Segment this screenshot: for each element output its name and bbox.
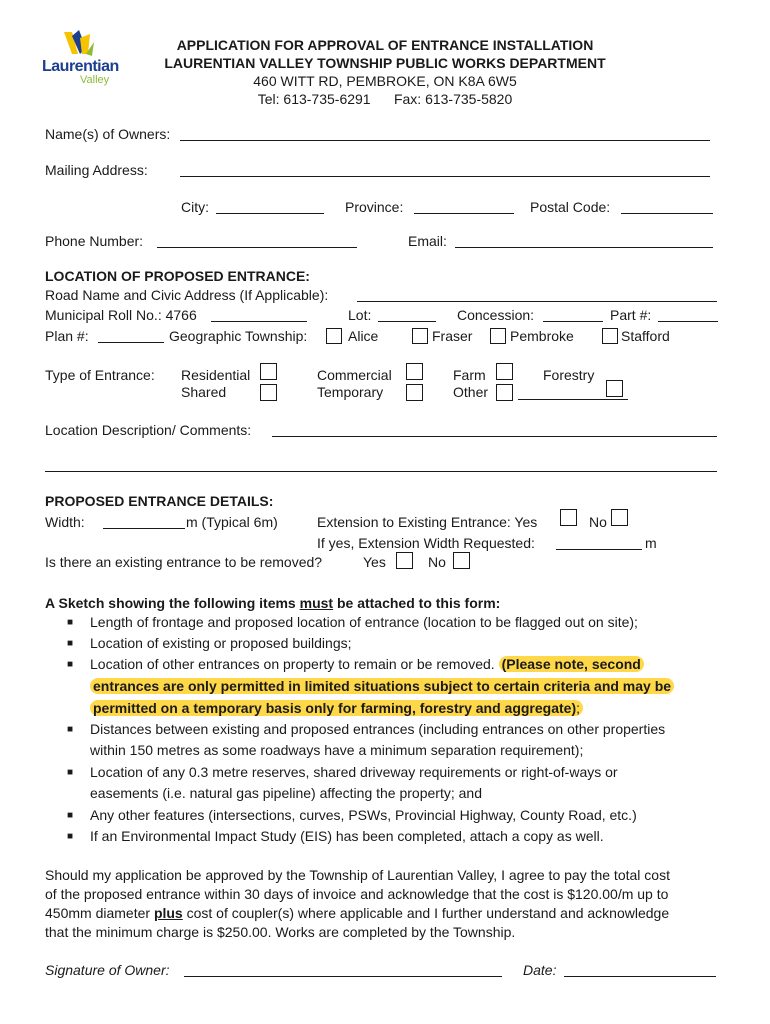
plan-field[interactable]	[98, 342, 164, 343]
lot-label: Lot:	[348, 307, 372, 323]
agreement-line1: Should my application be approved by the Township of Laurentian Valley, I agree to pay the total cost	[45, 867, 670, 883]
logo-subname: Valley	[80, 74, 110, 86]
type-farm-checkbox[interactable]	[496, 363, 513, 380]
signature-field[interactable]	[184, 976, 502, 977]
signature-label-text: Signature of Owner:	[45, 962, 170, 978]
township-label: Geographic Township:	[169, 328, 308, 344]
phone-field[interactable]	[157, 247, 357, 248]
extension-width-unit: m	[645, 535, 657, 551]
type-forestry-label: Forestry	[543, 367, 595, 383]
type-forestry-checkbox[interactable]	[606, 380, 623, 397]
width-field[interactable]	[103, 528, 185, 529]
mailing-address-field[interactable]	[180, 176, 710, 177]
agreement-line4: that the minimum charge is $250.00. Works are completed by the Township.	[45, 924, 516, 940]
province-field[interactable]	[414, 213, 514, 214]
extension-no-label: No	[589, 514, 607, 530]
bullet-icon: ■	[67, 659, 74, 670]
sketch-heading-pre: A Sketch showing the following items	[45, 595, 300, 611]
extension-width-field[interactable]	[556, 549, 642, 550]
remove-no-checkbox[interactable]	[453, 552, 470, 569]
roll-number-label: Municipal Roll No.: 4766	[45, 307, 197, 323]
agreement-line2: of the proposed entrance within 30 days of invoice and acknowledge that the cost is $120.00/m up to	[45, 886, 669, 902]
bullet-icon: ■	[67, 638, 74, 649]
type-other-field[interactable]	[518, 399, 628, 400]
second-entrance-note-end: ;	[576, 700, 580, 716]
extension-yes-checkbox[interactable]	[560, 509, 577, 526]
sketch-item-cont: easements (i.e. natural gas pipeline) affecting the property; and	[90, 785, 482, 801]
township-alice-label: Alice	[348, 328, 379, 344]
township-stafford-checkbox[interactable]	[602, 328, 618, 344]
details-heading: PROPOSED ENTRANCE DETAILS:	[45, 493, 274, 509]
sketch-item: Location of existing or proposed buildings;	[90, 635, 352, 651]
owners-label: Name(s) of Owners:	[45, 126, 171, 142]
type-residential-label: Residential	[181, 367, 251, 383]
remove-entrance-label: Is there an existing entrance to be removed?	[45, 554, 323, 570]
extension-label: Extension to Existing Entrance: Yes	[317, 514, 538, 530]
sketch-item: Location of any 0.3 metre reserves, shared driveway requirements or right-of-ways or	[90, 764, 618, 780]
email-field[interactable]	[455, 247, 713, 248]
date-label	[523, 962, 556, 979]
width-label: Width:	[45, 514, 85, 530]
description-label: Location Description/ Comments:	[45, 422, 252, 438]
township-pembroke-checkbox[interactable]	[490, 328, 506, 344]
date-label-text: Date:	[523, 962, 557, 978]
location-heading: LOCATION OF PROPOSED ENTRANCE:	[45, 268, 310, 284]
plan-label: Plan #:	[45, 328, 89, 344]
sketch-item-cont: within 150 metres as some roadways have a minimum separation requirement);	[90, 742, 584, 758]
lot-field[interactable]	[378, 321, 436, 322]
concession-field[interactable]	[543, 321, 603, 322]
department-title: LAURENTIAN VALLEY TOWNSHIP PUBLIC WORKS DEPARTMENT	[164, 55, 606, 71]
email-label: Email:	[408, 233, 447, 249]
fax: Fax: 613-735-5820	[393, 91, 513, 107]
type-residential-checkbox[interactable]	[260, 363, 277, 380]
second-entrance-note-line3-wrap	[90, 698, 583, 719]
sketch-item: If an Environmental Impact Study (EIS) has been completed, attach a copy as well.	[90, 828, 604, 844]
description-field-line2[interactable]	[45, 471, 717, 472]
phone-label: Phone Number:	[45, 233, 144, 249]
type-other-checkbox[interactable]	[496, 384, 513, 401]
sketch-heading-post: be attached to this form:	[333, 595, 501, 611]
signature-label	[45, 962, 170, 979]
second-entrance-note-text: permitted on a temporary basis only for farming, forestry and aggregate)	[93, 700, 577, 716]
owners-field[interactable]	[180, 140, 710, 141]
part-field[interactable]	[658, 321, 718, 322]
bullet-icon: ■	[67, 767, 74, 778]
department-address: 460 WITT RD, PEMBROKE, ON K8A 6W5	[253, 73, 517, 89]
sketch-heading-must: must	[299, 595, 334, 611]
agreement-line3-post: cost of coupler(s) where applicable and I further understand and acknowledge	[182, 905, 670, 921]
type-temporary-checkbox[interactable]	[406, 384, 423, 401]
type-farm-label: Farm	[453, 367, 486, 383]
telephone: Tel: 613-735-6291	[257, 91, 371, 107]
type-other-label: Other	[453, 384, 489, 400]
township-fraser-checkbox[interactable]	[412, 328, 428, 344]
township-logo	[42, 28, 126, 86]
second-entrance-note-line2-wrap	[90, 676, 674, 697]
road-address-field[interactable]	[357, 301, 717, 302]
type-commercial-label: Commercial	[317, 367, 392, 383]
type-temporary-label: Temporary	[317, 384, 384, 400]
mailing-address-label: Mailing Address:	[45, 162, 148, 178]
road-address-label: Road Name and Civic Address (If Applicable):	[45, 287, 329, 303]
agreement-line3-pre: 450mm diameter	[45, 905, 154, 921]
second-entrance-note-line3	[90, 700, 583, 716]
township-fraser-label: Fraser	[432, 328, 473, 344]
township-stafford-label: Stafford	[621, 328, 670, 344]
bullet-icon: ■	[67, 617, 74, 628]
sketch-heading	[45, 595, 500, 612]
township-alice-checkbox[interactable]	[326, 328, 342, 344]
entrance-type-label: Type of Entrance:	[45, 367, 155, 383]
sketch-item: Length of frontage and proposed location of entrance (location to be flagged out on site);	[90, 614, 638, 630]
sketch-item-with-note	[90, 654, 644, 675]
city-label: City:	[181, 199, 209, 215]
second-entrance-note-line1: (Please note, second	[499, 656, 644, 672]
extension-width-label: If yes, Extension Width Requested:	[317, 535, 535, 551]
date-field[interactable]	[564, 976, 716, 977]
bullet-icon: ■	[67, 724, 74, 735]
sketch-item: Any other features (intersections, curves, PSWs, Provincial Highway, County Road, etc.)	[90, 807, 637, 823]
description-field[interactable]	[272, 436, 717, 437]
remove-yes-label: Yes	[363, 554, 386, 570]
logo-mark-icon	[42, 28, 126, 62]
remove-yes-checkbox[interactable]	[396, 552, 413, 569]
bullet-icon: ■	[67, 810, 74, 821]
second-entrance-note-line2: entrances are only permitted in limited situations subject to certain criteria and may be	[90, 678, 674, 694]
part-label: Part #:	[610, 307, 652, 323]
type-shared-checkbox[interactable]	[260, 384, 277, 401]
sketch-item: Distances between existing and proposed entrances (including entrances on other properties	[90, 721, 666, 737]
width-suffix: m (Typical 6m)	[186, 514, 278, 530]
remove-no-label: No	[428, 554, 446, 570]
township-pembroke-label: Pembroke	[510, 328, 574, 344]
sketch-item: Location of other entrances on property to remain or be removed.	[90, 656, 499, 672]
concession-label: Concession:	[457, 307, 535, 323]
bullet-icon: ■	[67, 831, 74, 842]
form-title: APPLICATION FOR APPROVAL OF ENTRANCE INSTALLATION	[176, 37, 594, 53]
postal-code-field[interactable]	[621, 213, 713, 214]
agreement-plus: plus	[153, 905, 183, 921]
province-label: Province:	[345, 199, 404, 215]
city-field[interactable]	[216, 213, 324, 214]
postal-code-label: Postal Code:	[530, 199, 611, 215]
type-commercial-checkbox[interactable]	[406, 363, 423, 380]
type-shared-label: Shared	[181, 384, 227, 400]
roll-number-field[interactable]	[211, 321, 307, 322]
extension-no-checkbox[interactable]	[611, 509, 628, 526]
agreement-line3	[45, 905, 669, 922]
contact-line	[120, 90, 650, 108]
logo-name: Laurentian	[42, 58, 119, 75]
